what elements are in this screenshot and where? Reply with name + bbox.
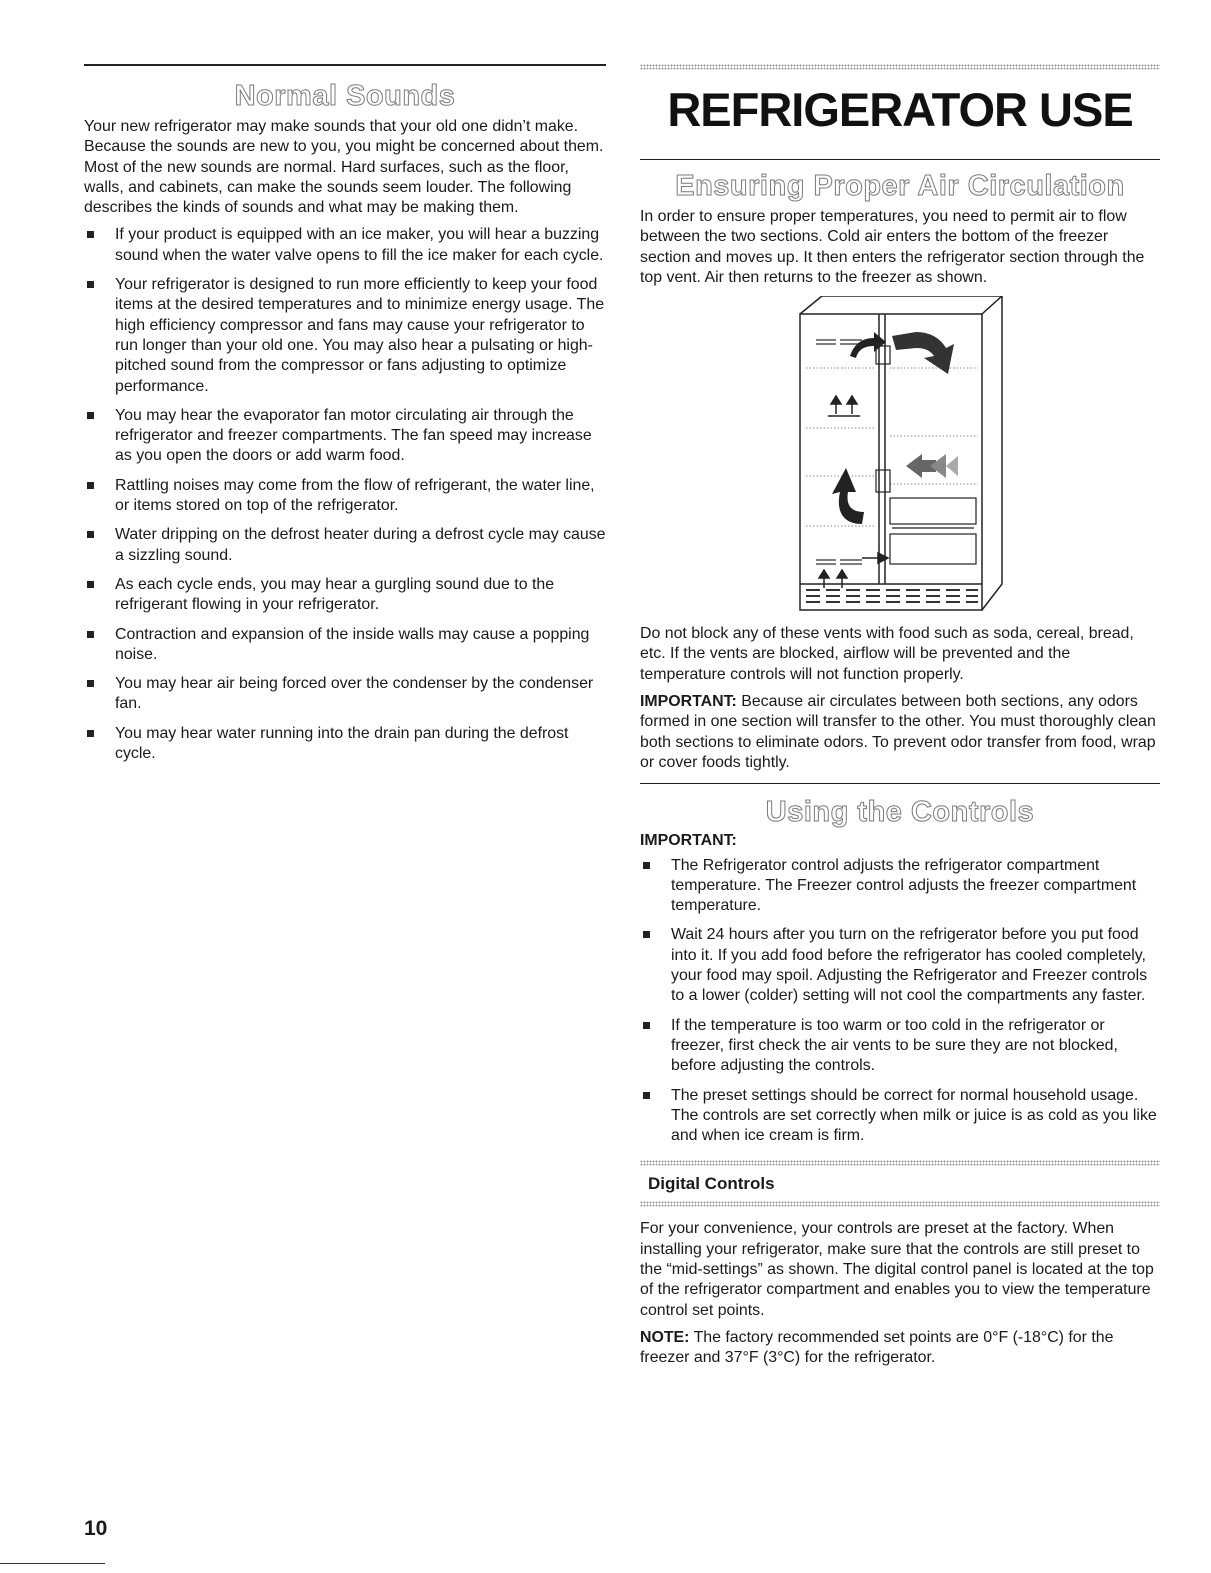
digital-top-dotted-rule xyxy=(640,1160,1160,1166)
page-title: REFRIGERATOR USE xyxy=(667,83,1133,136)
bullet-square-icon xyxy=(87,680,94,687)
bullet-square-icon xyxy=(643,862,650,869)
airflow-diagram xyxy=(640,296,1160,622)
airflow-return-arrows xyxy=(906,454,958,478)
top-rule xyxy=(84,64,606,66)
title-rule xyxy=(640,159,1160,160)
airflow-arrow-top xyxy=(850,332,886,358)
list-item: You may hear air being forced over the condenser by the condenser fan. xyxy=(84,674,606,715)
bullet-square-icon xyxy=(87,631,94,638)
normal-sounds-list xyxy=(84,225,606,764)
list-item: If your product is equipped with an ice maker, you will hear a buzzing sound when the water valve opens to fill the ice maker for each cycle. xyxy=(84,225,606,266)
bullet-square-icon xyxy=(87,412,94,419)
normal-sounds-intro: Your new refrigerator may make sounds that your old one didn’t make. Because the sounds are new to you, you might be concerned about them. Most of the new sounds are normal. Hard surfaces, such as the floor, walls, and cabinets, can make the sounds seem louder. The following describes the kinds of sounds and what may be making them. xyxy=(84,118,604,217)
digital-controls-heading: Digital Controls xyxy=(648,1174,775,1194)
vents-warning-text: Do not block any of these vents with food such as soda, cereal, bread, etc. If the vents are blocked, airflow will be prevented and the temperature controls will not function properly. xyxy=(640,625,1134,683)
bullet-square-icon xyxy=(87,231,94,238)
controls-heading: Using the Controls xyxy=(765,796,1035,829)
list-item: The Refrigerator control adjusts the refrigerator compartment temperature. The Freezer control adjusts the freezer compartment temperature. xyxy=(640,856,1160,917)
list-item: Water dripping on the defrost heater during a defrost cycle may cause a sizzling sound. xyxy=(84,525,606,566)
bullet-square-icon xyxy=(87,581,94,588)
list-item: Rattling noises may come from the flow of refrigerant, the water line, or items stored on top of the refrigerator. xyxy=(84,476,606,517)
right-column xyxy=(640,64,1160,1369)
list-item: If the temperature is too warm or too cold in the refrigerator or freezer, first check the air vents to be sure they are not blocked, before adjusting the controls. xyxy=(640,1016,1160,1077)
bullet-square-icon xyxy=(87,482,94,489)
bullet-square-icon xyxy=(87,730,94,737)
air-circulation-intro: In order to ensure proper temperatures, you need to permit air to flow between the two sections. Cold air enters the bottom of the freezer section and moves up. It then enters the refrigerator section through the top vent. Air then returns to the freezer as shown. xyxy=(640,208,1145,286)
digital-controls-text: For your convenience, your controls are preset at the factory. When installing your refrigerator, make sure that the controls are still preset to the “mid-settings” as shown. The digital control panel is located at the top of the refrigerator compartment and enables you to view the temperature control set points. xyxy=(640,1220,1154,1319)
list-item: As each cycle ends, you may hear a gurgling sound due to the refrigerant flowing in your refrigerator. xyxy=(84,575,606,616)
air-circulation-heading: Ensuring Proper Air Circulation xyxy=(675,170,1125,202)
note-paragraph xyxy=(640,1328,1160,1369)
normal-sounds-heading: Normal Sounds xyxy=(234,80,456,112)
air-important-paragraph xyxy=(640,692,1160,773)
digital-bottom-dotted-rule xyxy=(640,1201,1160,1207)
list-item: Your refrigerator is designed to run more efficiently to keep your food items at the desired temperatures and to minimize energy usage. The high efficiency compressor and fans may cause your refrigerator to run longer than your old one. You may also hear a pulsating or high-pitched sound from the compressor or fans adjusting to optimize performance. xyxy=(84,275,606,397)
list-item: The preset settings should be correct for normal household usage. The controls are set correctly when milk or juice is as cold as you like and when ice cream is firm. xyxy=(640,1086,1160,1147)
top-dotted-rule xyxy=(640,64,1160,70)
bullet-square-icon xyxy=(643,1092,650,1099)
controls-list xyxy=(640,856,1160,1147)
bullet-square-icon xyxy=(643,931,650,938)
bullet-square-icon xyxy=(87,281,94,288)
list-item: You may hear water running into the drain pan during the defrost cycle. xyxy=(84,724,606,765)
bullet-square-icon xyxy=(87,531,94,538)
refrigerator-airflow-illustration xyxy=(640,296,1160,622)
list-item: You may hear the evaporator fan motor circulating air through the refrigerator and freezer compartments. The fan speed may increase as you open the doors or add warm food. xyxy=(84,406,606,467)
important-label: IMPORTANT: xyxy=(640,693,737,711)
note-text: The factory recommended set points are 0°F (-18°C) for the freezer and 37°F (3°C) for the refrigerator. xyxy=(640,1328,1114,1367)
controls-rule xyxy=(640,783,1160,784)
left-column xyxy=(84,64,606,764)
footer-rule xyxy=(0,1563,105,1564)
bullet-square-icon xyxy=(643,1022,650,1029)
page-number: 10 xyxy=(84,1517,108,1540)
controls-important-label: IMPORTANT: xyxy=(640,832,737,850)
list-item: Contraction and expansion of the inside walls may cause a popping noise. xyxy=(84,625,606,666)
note-label: NOTE: xyxy=(640,1328,690,1346)
air-important-text: Because air circulates between both sections, any odors formed in one section will transfer to the other. You must thoroughly clean both sections to eliminate odors. To prevent odor transfer from food, wrap or cover foods tightly. xyxy=(640,693,1156,771)
list-item: Wait 24 hours after you turn on the refrigerator before you put food into it. If you add food before the refrigerator has cooled completely, your food may spoil. Adjusting the Refrigerator and Freezer controls to a lower (colder) setting will not cool the compartments any faster. xyxy=(640,925,1160,1006)
